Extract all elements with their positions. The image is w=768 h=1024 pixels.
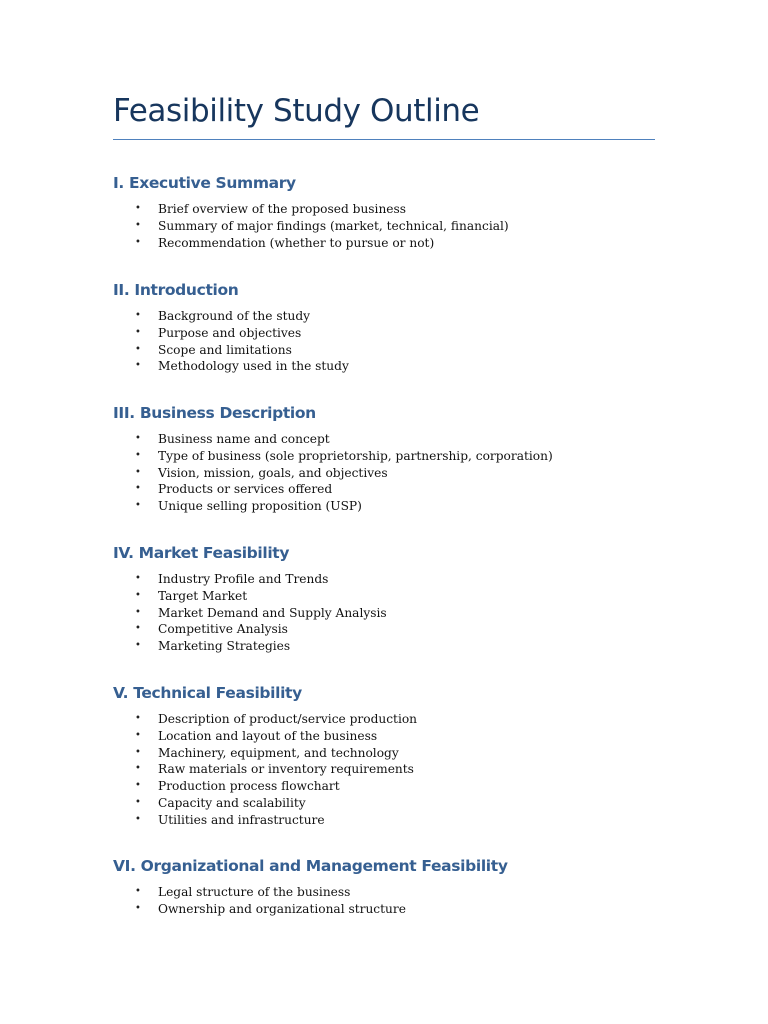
list-item xyxy=(113,745,655,762)
section-heading: III. Business Description xyxy=(113,404,316,422)
list-item-text: Competitive Analysis xyxy=(158,622,288,637)
list-item xyxy=(113,728,655,745)
bullet-list xyxy=(113,431,655,515)
list-item-text: Production process flowchart xyxy=(158,779,340,794)
bullet-icon: • xyxy=(135,623,141,635)
bullet-list xyxy=(113,308,655,375)
list-item xyxy=(113,325,655,342)
list-item xyxy=(113,901,655,918)
list-item xyxy=(113,638,655,655)
bullet-icon: • xyxy=(135,236,141,248)
list-item-text: Raw materials or inventory requirements xyxy=(158,762,414,777)
list-item xyxy=(113,498,655,515)
list-item xyxy=(113,812,655,829)
list-item-text: Recommendation (whether to pursue or not) xyxy=(158,235,435,250)
list-item xyxy=(113,711,655,728)
list-item-text: Machinery, equipment, and technology xyxy=(158,745,399,760)
bullet-icon: • xyxy=(135,763,141,775)
list-item-text: Summary of major findings (market, technical, financial) xyxy=(158,218,509,233)
list-item xyxy=(113,431,655,448)
bullet-icon: • xyxy=(135,310,141,321)
bullet-icon: • xyxy=(135,573,141,584)
list-item xyxy=(113,308,655,325)
list-item xyxy=(113,761,655,778)
list-item-text: Background of the study xyxy=(158,309,311,323)
section-heading: IV. Market Feasibility xyxy=(113,544,290,562)
section-5 xyxy=(113,681,655,829)
list-item-text: Market Demand and Supply Analysis xyxy=(158,605,387,620)
bullet-list xyxy=(113,571,655,655)
list-item xyxy=(113,605,655,622)
bullet-list xyxy=(113,201,655,251)
list-item xyxy=(113,358,655,375)
bullet-icon: • xyxy=(135,500,141,512)
list-item-text: Location and layout of the business xyxy=(158,728,378,743)
list-item xyxy=(113,481,655,498)
bullet-icon: • xyxy=(135,360,141,372)
section-2 xyxy=(113,278,655,375)
section-heading: V. Technical Feasibility xyxy=(113,684,302,702)
list-item xyxy=(113,465,655,482)
list-item-text: Marketing Strategies xyxy=(158,639,291,654)
bullet-icon: • xyxy=(135,729,141,741)
list-item-text: Utilities and infrastructure xyxy=(158,812,325,827)
list-item-text: Industry Profile and Trends xyxy=(158,572,329,586)
list-item xyxy=(113,884,655,901)
bullet-icon: • xyxy=(135,796,141,808)
list-item-text: Capacity and scalability xyxy=(158,795,306,810)
list-item-text: Ownership and organizational structure xyxy=(158,901,406,916)
section-heading: II. Introduction xyxy=(113,281,239,299)
bullet-icon: • xyxy=(135,606,141,618)
bullet-icon: • xyxy=(135,326,141,338)
bullet-list xyxy=(113,884,655,918)
title-underline xyxy=(113,139,655,140)
section-4 xyxy=(113,541,655,655)
bullet-icon: • xyxy=(135,640,141,652)
list-item xyxy=(113,342,655,359)
list-item xyxy=(113,621,655,638)
document-title: Feasibility Study Outline xyxy=(113,93,480,129)
section-heading: I. Executive Summary xyxy=(113,174,296,192)
bullet-icon: • xyxy=(135,746,141,758)
section-1 xyxy=(113,171,655,251)
bullet-icon: • xyxy=(135,589,141,601)
bullet-icon: • xyxy=(135,449,141,461)
bullet-icon: • xyxy=(135,343,141,355)
list-item xyxy=(113,448,655,465)
bullet-icon: • xyxy=(135,483,141,495)
list-item xyxy=(113,778,655,795)
list-item xyxy=(113,218,655,235)
list-item-text: Description of product/service production xyxy=(158,712,418,726)
list-item xyxy=(113,588,655,605)
list-item xyxy=(113,235,655,252)
list-item-text: Legal structure of the business xyxy=(158,885,351,899)
bullet-icon: • xyxy=(135,219,141,231)
list-item-text: Business name and concept xyxy=(158,432,330,446)
bullet-icon: • xyxy=(135,713,141,724)
bullet-icon: • xyxy=(135,466,141,478)
bullet-icon: • xyxy=(135,780,141,792)
bullet-icon: • xyxy=(135,813,141,825)
section-6 xyxy=(113,854,655,918)
list-item xyxy=(113,201,655,218)
bullet-icon: • xyxy=(135,902,141,914)
section-heading: VI. Organizational and Management Feasibility xyxy=(113,857,508,875)
list-item xyxy=(113,571,655,588)
list-item-text: Products or services offered xyxy=(158,482,333,497)
list-item-text: Vision, mission, goals, and objectives xyxy=(158,465,388,480)
list-item xyxy=(113,795,655,812)
list-item-text: Scope and limitations xyxy=(158,342,292,357)
bullet-list xyxy=(113,711,655,829)
list-item-text: Brief overview of the proposed business xyxy=(158,202,407,216)
list-item-text: Target Market xyxy=(158,588,248,603)
list-item-text: Unique selling proposition (USP) xyxy=(158,499,362,514)
bullet-icon: • xyxy=(135,433,141,444)
section-3 xyxy=(113,401,655,515)
list-item-text: Purpose and objectives xyxy=(158,325,302,340)
list-item-text: Type of business (sole proprietorship, partnership, corporation) xyxy=(158,448,553,463)
bullet-icon: • xyxy=(135,203,141,214)
list-item-text: Methodology used in the study xyxy=(158,359,349,374)
bullet-icon: • xyxy=(135,886,141,897)
